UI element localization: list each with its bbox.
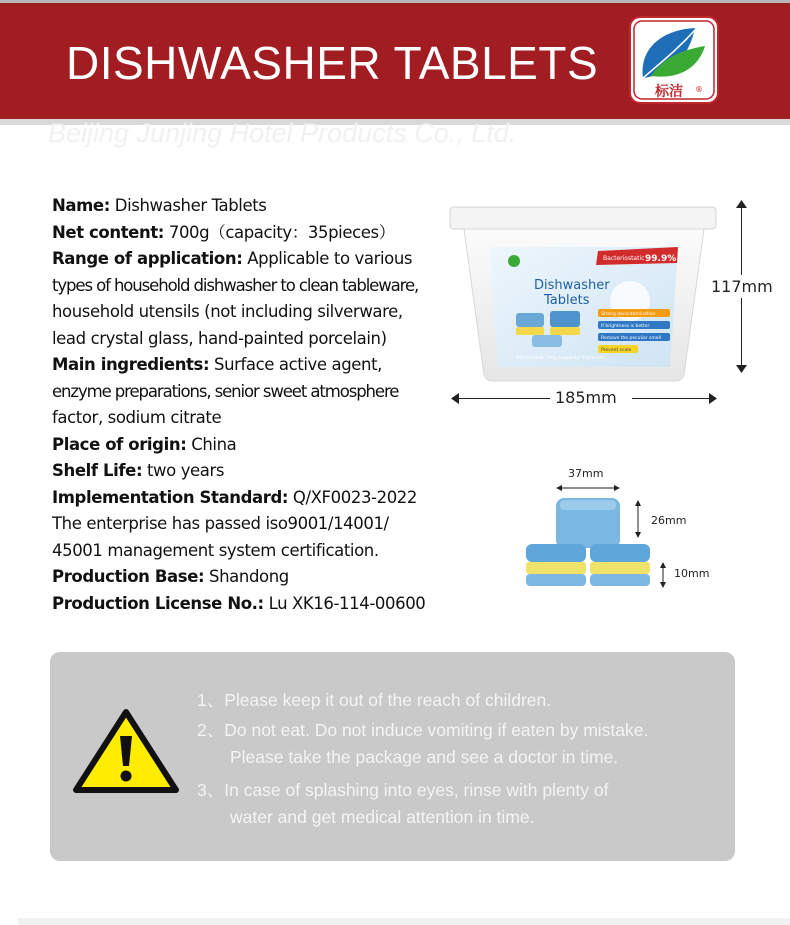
logo-wordmark: 标洁	[655, 84, 683, 100]
tablets-image	[520, 480, 720, 600]
spec-value: enzyme preparations, senior sweet atmosphere	[52, 381, 399, 401]
tablet-top	[556, 498, 620, 548]
spec-certification-cont	[52, 538, 452, 565]
tablet-height-label: 26mm	[651, 514, 687, 527]
width-label: 185mm	[555, 388, 617, 407]
spec-value: Shandong	[204, 567, 289, 586]
spec-value: lead crystal glass, hand-painted porcelain)	[52, 328, 387, 348]
tablet-right	[590, 544, 650, 586]
height-label: 117mm	[711, 277, 773, 296]
spec-value: factor, sodium citrate	[52, 408, 222, 427]
registered-mark: ®	[695, 85, 703, 94]
spec-value: Lu XK16-114-00600	[263, 593, 426, 613]
tablet-left	[526, 544, 586, 586]
arrow-down-icon	[735, 363, 748, 373]
svg-text:Remove the peculiar smell: Remove the peculiar smell	[601, 336, 661, 341]
spec-label: Shelf Life:	[52, 461, 143, 480]
warning-panel	[50, 652, 735, 861]
warning-line-2: 2、Do not eat. Do not induce vomiting if eaten by mistake.	[197, 720, 649, 740]
watermark-text: Beijing Junjing Hotel Products Co., Ltd.	[48, 118, 517, 148]
spec-range	[52, 246, 452, 273]
spec-label: Place of origin:	[52, 434, 187, 454]
arrow-right-icon	[707, 392, 717, 405]
label-brand-line2: Tablets	[544, 293, 590, 308]
warning-line-3: 3、In case of splashing into eyes, rinse with plenty of	[197, 780, 609, 800]
label-net-content: Net content: 700g (capacity: 35pieces)	[516, 356, 604, 361]
width-dimension-line-right	[632, 398, 712, 399]
badge-label: Bacteriostatic	[603, 255, 645, 262]
spec-value: Dishwasher Tablets	[109, 196, 267, 215]
warning-triangle-icon	[72, 708, 180, 794]
spec-net-content	[52, 220, 452, 247]
arrow-left-icon	[451, 392, 461, 405]
product-container-image	[448, 203, 720, 383]
spec-value: 700g（capacity：35pieces）	[164, 222, 395, 242]
spec-label: Implementation Standard:	[52, 487, 289, 507]
spec-value: Surface active agent,	[209, 355, 383, 374]
svg-text:If brightness is better: If brightness is better	[601, 324, 650, 329]
spec-standard	[52, 485, 452, 512]
spec-label: Net content:	[52, 222, 165, 242]
label-logo-icon	[508, 255, 520, 267]
spec-range-cont	[52, 326, 452, 353]
width-dimension-line-left	[456, 398, 550, 399]
spec-label: Range of application:	[52, 249, 243, 268]
label-brand-line1: Dishwasher	[534, 278, 610, 293]
spec-value: household utensils (not including silverware,	[52, 302, 403, 321]
spec-ingredients-cont	[52, 405, 452, 432]
bottom-rule	[18, 918, 790, 925]
warning-line-1: 1、Please keep it out of the reach of children.	[197, 690, 552, 710]
spec-shelf-life	[52, 458, 452, 485]
spec-value: two years	[142, 461, 225, 480]
spec-ingredients-cont	[52, 379, 452, 406]
spec-value: The enterprise has passed iso9001/14001/	[52, 514, 389, 533]
svg-text:Strong decontamination: Strong decontamination	[601, 312, 656, 317]
warning-line-3-cont: water and get medical attention in time.	[230, 807, 535, 827]
page-title: DISHWASHER TABLETS	[66, 37, 599, 89]
spec-label: Production Base:	[52, 567, 205, 586]
spec-value: China	[186, 434, 237, 454]
warning-line-2-cont: Please take the package and see a doctor in time.	[230, 747, 619, 767]
spec-production-base	[52, 564, 452, 591]
badge-value: 99.9%	[645, 254, 677, 264]
spec-value: types of household dishwasher to clean tableware,	[52, 275, 419, 295]
container-lid	[450, 207, 716, 229]
arrow-up-icon	[735, 200, 748, 210]
spec-label: Name:	[52, 196, 110, 215]
spec-range-cont	[52, 273, 452, 300]
tablet-width-label: 37mm	[568, 467, 604, 480]
spec-ingredients	[52, 352, 452, 379]
spec-label: Production License No.:	[52, 593, 264, 613]
spec-label: Main ingredients:	[52, 355, 210, 374]
spec-list	[52, 193, 452, 617]
spec-license	[52, 591, 452, 618]
svg-text:Prevent scale: Prevent scale	[601, 348, 632, 353]
spec-range-cont	[52, 299, 452, 326]
spec-certification	[52, 511, 452, 538]
spec-value: Q/XF0023-2022	[288, 487, 417, 507]
spec-name	[52, 193, 452, 220]
spec-value: Applicable to various	[242, 249, 413, 268]
tablet-layer-label: 10mm	[674, 567, 710, 580]
spec-origin	[52, 432, 452, 459]
brand-logo	[629, 16, 719, 104]
spec-value: 45001 management system certification.	[52, 540, 379, 560]
